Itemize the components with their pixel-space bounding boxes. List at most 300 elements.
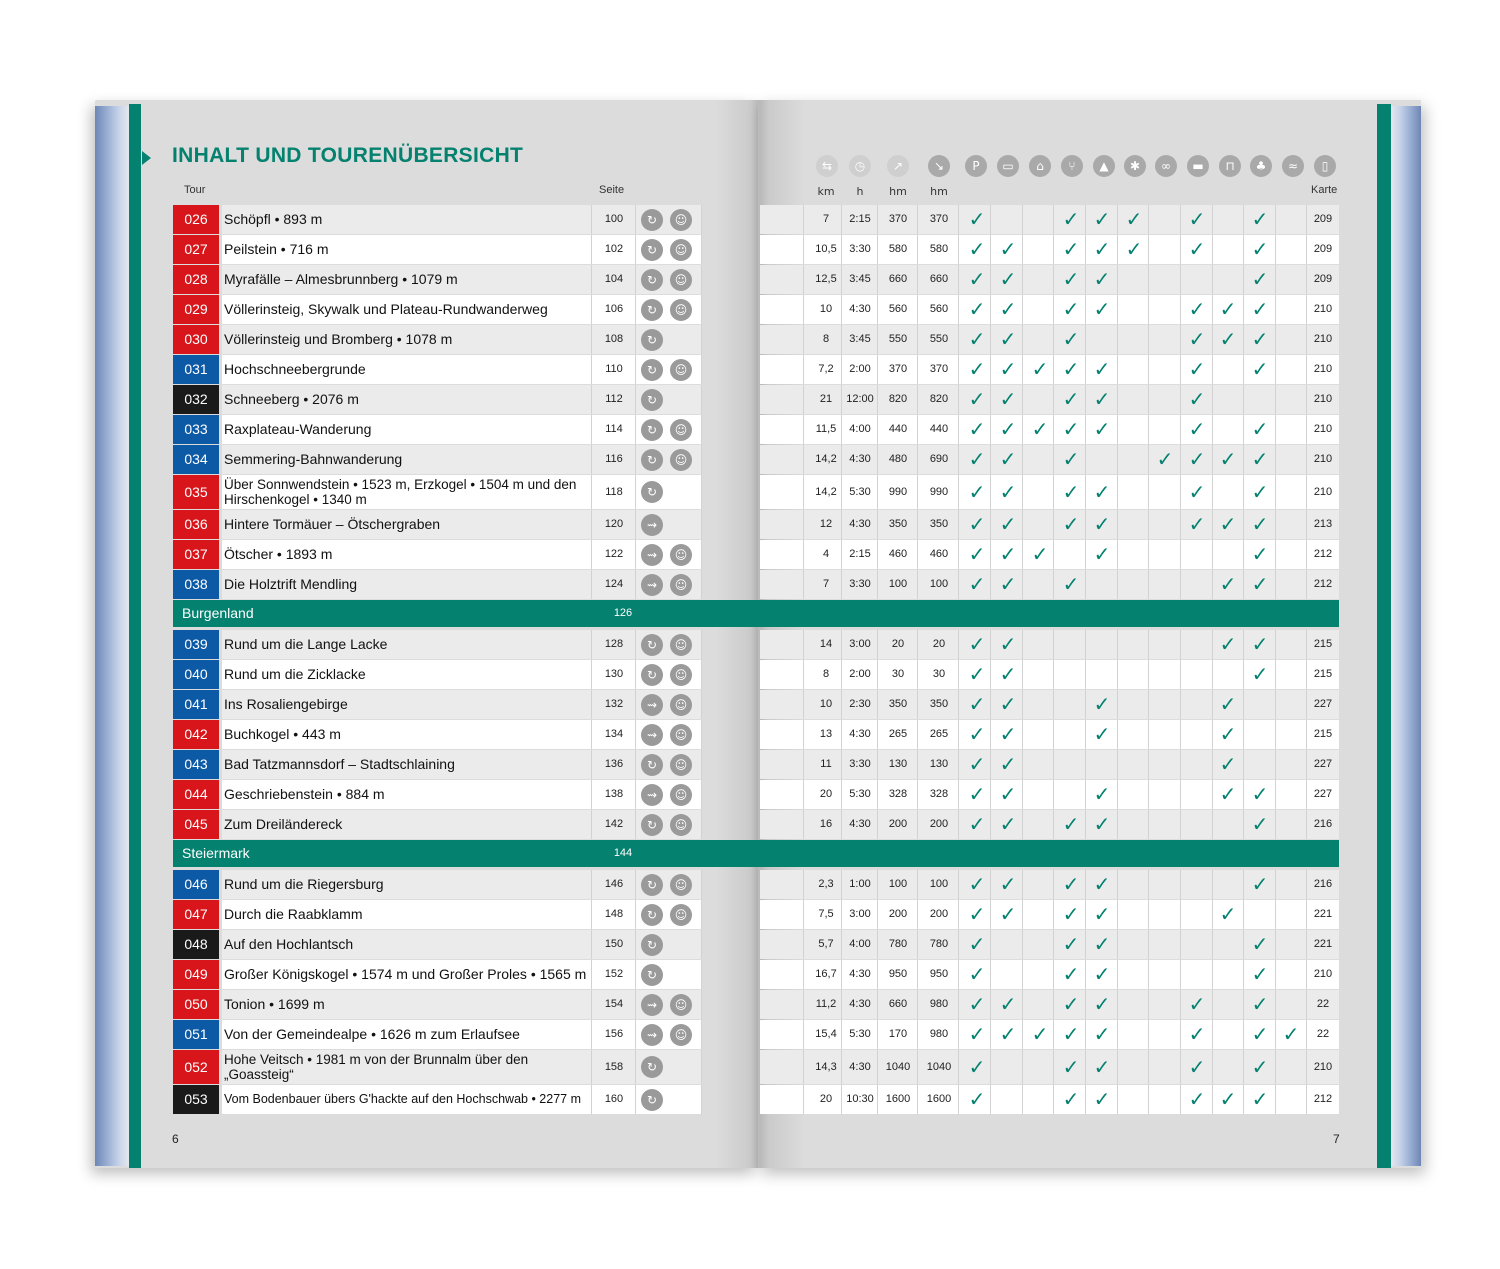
check-icon: ✓ — [1219, 327, 1237, 351]
check-icon: ✓ — [1188, 357, 1206, 381]
family-friendly-icon: ☺ — [670, 449, 692, 471]
ascent-hm: 170 — [888, 1028, 908, 1040]
distance-km: 4 — [822, 548, 830, 560]
grid-line — [701, 870, 702, 899]
grid-line — [1243, 295, 1244, 324]
check-icon: ✓ — [1251, 632, 1269, 656]
duration-h: 2:00 — [849, 668, 871, 680]
check-icon: ✓ — [999, 1022, 1017, 1046]
header-km: km — [817, 185, 835, 198]
grid-line — [1243, 990, 1244, 1019]
grid-line — [635, 445, 636, 474]
tour-number: 027 — [173, 235, 219, 264]
check-icon: ✓ — [999, 417, 1017, 441]
grid-line — [1212, 205, 1213, 234]
grid-line — [591, 1020, 592, 1049]
grid-line — [803, 660, 804, 689]
ascent-hm: 950 — [888, 968, 908, 980]
grid-line — [1117, 570, 1118, 599]
grid-line — [1022, 930, 1023, 959]
check-icon: ✓ — [1093, 932, 1111, 956]
section-header — [173, 840, 1339, 867]
check-icon: ✓ — [968, 572, 986, 596]
family-friendly-icon: ☺ — [670, 784, 692, 806]
map-page: 210 — [1313, 453, 1333, 465]
descent-hm: 30 — [932, 668, 946, 680]
tour-name: Buchkogel • 443 m — [224, 726, 341, 742]
tour-number: 051 — [173, 1020, 219, 1049]
check-icon: ✓ — [999, 662, 1017, 686]
grid-line — [1180, 690, 1181, 719]
distance-km: 14,3 — [815, 1061, 837, 1073]
grid-line — [1180, 415, 1181, 444]
grid-line — [1117, 265, 1118, 294]
tour-number: 053 — [173, 1085, 219, 1114]
round-trip-icon: ↻ — [641, 1056, 663, 1078]
tour-name: Über Sonnwendstein • 1523 m, Erzkogel • 1504 m und den Hirschenkogel • 1340 m — [224, 477, 577, 507]
check-icon: ✓ — [1251, 992, 1269, 1016]
check-icon: ✓ — [999, 297, 1017, 321]
left-green-band — [129, 104, 141, 1168]
grid-line — [1022, 1050, 1023, 1084]
tour-name: Vom Bodenbauer übers G'hackte auf den Hochschwab • 2277 m — [224, 1092, 581, 1106]
check-icon: ✓ — [1062, 327, 1080, 351]
family-friendly-icon: ☺ — [670, 544, 692, 566]
check-icon: ✓ — [1062, 207, 1080, 231]
grid-line — [1053, 930, 1054, 959]
distance-km: 11,5 — [815, 423, 837, 435]
map-page: 212 — [1313, 1093, 1333, 1105]
grid-line — [803, 265, 804, 294]
check-icon: ✓ — [1062, 417, 1080, 441]
check-icon: ✓ — [1219, 692, 1237, 716]
descent-hm: 328 — [929, 788, 949, 800]
check-icon: ✓ — [1062, 872, 1080, 896]
grid-line — [1180, 750, 1181, 779]
tour-number: 032 — [173, 385, 219, 414]
grid-line — [635, 385, 636, 414]
grid-line — [1053, 780, 1054, 809]
page-title: INHALT UND TOURENÜBERSICHT — [172, 144, 524, 167]
map-page: 210 — [1313, 968, 1333, 980]
grid-line — [701, 355, 702, 384]
linear-route-icon: ⇝ — [641, 694, 663, 716]
map-page: 215 — [1313, 668, 1333, 680]
ascent-hm: 350 — [888, 698, 908, 710]
ascent-hm: 100 — [888, 578, 908, 590]
check-icon: ✓ — [999, 632, 1017, 656]
check-icon: ✓ — [968, 932, 986, 956]
grid-line — [1148, 415, 1149, 444]
check-icon: ✓ — [968, 417, 986, 441]
grid-line — [591, 810, 592, 839]
check-icon: ✓ — [1093, 297, 1111, 321]
grid-line — [591, 445, 592, 474]
check-icon: ✓ — [1062, 237, 1080, 261]
grid-line — [701, 445, 702, 474]
descent-hm: 100 — [929, 878, 949, 890]
family-friendly-icon: ☺ — [670, 694, 692, 716]
duration-h: 3:00 — [849, 638, 871, 650]
grid-line — [1117, 355, 1118, 384]
descent-hm: 560 — [929, 303, 949, 315]
grid-line — [1117, 660, 1118, 689]
grid-line — [1117, 385, 1118, 414]
grid-line — [1053, 870, 1054, 899]
grid-line — [701, 475, 702, 509]
grid-line — [1243, 690, 1244, 719]
grid-line — [803, 205, 804, 234]
grid-line — [591, 385, 592, 414]
grid-line — [803, 810, 804, 839]
grid-line — [1117, 810, 1118, 839]
grid-line — [635, 990, 636, 1019]
duration-h: 12:00 — [846, 393, 874, 405]
tour-name: Schöpfl • 893 m — [224, 211, 323, 227]
distance-km: 10,5 — [815, 243, 837, 255]
grid-line — [803, 870, 804, 899]
check-icon: ✓ — [999, 902, 1017, 926]
round-trip-icon: ↻ — [641, 239, 663, 261]
grid-line — [591, 780, 592, 809]
grid-line — [635, 265, 636, 294]
map-page: 215 — [1313, 728, 1333, 740]
map-page: 212 — [1313, 548, 1333, 560]
grid-line — [635, 810, 636, 839]
grid-line — [1117, 930, 1118, 959]
grid-line — [1275, 385, 1276, 414]
grid-line — [1275, 660, 1276, 689]
grid-line — [701, 540, 702, 569]
check-icon: ✓ — [999, 572, 1017, 596]
tour-number: 047 — [173, 900, 219, 929]
check-icon: ✓ — [1062, 572, 1080, 596]
ascent-hm: 328 — [888, 788, 908, 800]
map-page: 213 — [1313, 518, 1333, 530]
check-icon: ✓ — [999, 692, 1017, 716]
ascent-hm: 660 — [888, 273, 908, 285]
ascent-hm: 265 — [888, 728, 908, 740]
grid-line — [1148, 510, 1149, 539]
grid-line — [803, 1050, 804, 1084]
grid-line — [701, 990, 702, 1019]
grid-line — [1148, 930, 1149, 959]
distance-km: 8 — [822, 333, 830, 345]
grid-line — [1117, 870, 1118, 899]
distance-km: 10 — [819, 303, 833, 315]
grid-line — [701, 1085, 702, 1114]
check-icon: ✓ — [1251, 447, 1269, 471]
map-page: 22 — [1316, 1028, 1330, 1040]
grid-line — [1117, 205, 1118, 234]
ascent-hm: 370 — [888, 213, 908, 225]
round-trip-icon: ↻ — [641, 419, 663, 441]
check-icon: ✓ — [968, 357, 986, 381]
grid-line — [591, 930, 592, 959]
tour-page: 106 — [604, 303, 624, 315]
grid-line — [1275, 720, 1276, 749]
tour-name: Zum Dreiländereck — [224, 816, 343, 832]
tour-name: Raxplateau-Wanderung — [224, 421, 372, 437]
check-icon: ✓ — [999, 782, 1017, 806]
duration-h: 4:30 — [849, 998, 871, 1010]
grid-line — [1275, 930, 1276, 959]
grid-line — [1148, 720, 1149, 749]
round-trip-icon: ↻ — [641, 209, 663, 231]
grid-line — [1053, 810, 1054, 839]
grid-line — [1180, 295, 1181, 324]
tour-number: 031 — [173, 355, 219, 384]
descent-hm: 440 — [929, 423, 949, 435]
check-icon: ✓ — [1219, 572, 1237, 596]
grid-line — [1275, 990, 1276, 1019]
check-icon: ✓ — [1093, 1055, 1111, 1079]
grid-line — [1212, 265, 1213, 294]
ascent-hm: 370 — [888, 363, 908, 375]
grid-line — [1148, 960, 1149, 989]
grid-line — [1085, 690, 1086, 719]
duration-h: 3:30 — [849, 758, 871, 770]
grid-line — [591, 205, 592, 234]
duration-h: 4:30 — [849, 453, 871, 465]
tour-name: Bad Tatzmannsdorf – Stadtschlaining — [224, 756, 455, 772]
check-icon: ✓ — [999, 447, 1017, 471]
distance-km: 16,7 — [815, 968, 837, 980]
grid-line — [1275, 630, 1276, 659]
grid-line — [1180, 720, 1181, 749]
check-icon: ✓ — [1093, 417, 1111, 441]
section-header — [173, 600, 1339, 627]
grid-line — [701, 1050, 702, 1084]
check-icon: ✓ — [1219, 722, 1237, 746]
grid-line — [1053, 960, 1054, 989]
check-icon: ✓ — [968, 662, 986, 686]
grid-line — [1117, 1050, 1118, 1084]
round-trip-icon: ↻ — [641, 634, 663, 656]
check-icon: ✓ — [1251, 812, 1269, 836]
check-icon: ✓ — [1062, 962, 1080, 986]
check-icon: ✓ — [999, 237, 1017, 261]
grid-line — [1243, 1050, 1244, 1084]
family-friendly-icon: ☺ — [670, 239, 692, 261]
tour-name: Ins Rosaliengebirge — [224, 696, 348, 712]
grid-line — [591, 630, 592, 659]
check-icon: ✓ — [1251, 1022, 1269, 1046]
grid-line — [1180, 570, 1181, 599]
round-trip-icon: ↻ — [641, 1089, 663, 1111]
check-icon: ✓ — [1062, 1055, 1080, 1079]
signpost-icon: ⇆ — [816, 155, 838, 177]
grid-line — [1212, 930, 1213, 959]
grid-line — [1117, 475, 1118, 509]
grid-line — [701, 900, 702, 929]
descent-hm: 990 — [929, 486, 949, 498]
grid-line — [803, 1085, 804, 1114]
grid-line — [635, 1020, 636, 1049]
tour-number: 049 — [173, 960, 219, 989]
grid-line — [591, 265, 592, 294]
grid-line — [1275, 780, 1276, 809]
round-trip-icon: ↻ — [641, 329, 663, 351]
grid-line — [1053, 235, 1054, 264]
check-icon: ✓ — [968, 752, 986, 776]
grid-line — [1275, 570, 1276, 599]
grid-line — [1117, 750, 1118, 779]
distance-km: 7 — [822, 213, 830, 225]
tour-name: Schneeberg • 2076 m — [224, 391, 359, 407]
parking-icon: P — [965, 155, 987, 177]
check-icon: ✓ — [1251, 267, 1269, 291]
distance-km: 21 — [819, 393, 833, 405]
grid-line — [1053, 990, 1054, 1019]
grid-line — [635, 355, 636, 384]
grid-line — [591, 1085, 592, 1114]
family-friendly-icon: ☺ — [670, 904, 692, 926]
grid-line — [1117, 235, 1118, 264]
ascent-hm: 480 — [888, 453, 908, 465]
check-icon: ✓ — [1219, 782, 1237, 806]
tour-number: 038 — [173, 570, 219, 599]
tour-page: 142 — [604, 818, 624, 830]
check-icon: ✓ — [1251, 1055, 1269, 1079]
duration-h: 4:30 — [849, 968, 871, 980]
map-page: 227 — [1313, 788, 1333, 800]
grid-line — [1117, 1020, 1118, 1049]
grid-line — [1148, 265, 1149, 294]
descent-hm: 980 — [929, 1028, 949, 1040]
tour-name: Auf den Hochlantsch — [224, 936, 354, 952]
grid-line — [1243, 870, 1244, 899]
tour-page: 152 — [604, 968, 624, 980]
check-icon: ✓ — [999, 387, 1017, 411]
map-page: 216 — [1313, 818, 1333, 830]
check-icon: ✓ — [1219, 512, 1237, 536]
check-icon: ✓ — [1093, 722, 1111, 746]
check-icon: ✓ — [1251, 542, 1269, 566]
grid-line — [1053, 660, 1054, 689]
check-icon: ✓ — [1219, 632, 1237, 656]
tour-page: 148 — [604, 908, 624, 920]
grid-line — [1243, 750, 1244, 779]
family-friendly-icon: ☺ — [670, 814, 692, 836]
check-icon: ✓ — [1093, 902, 1111, 926]
grid-line — [635, 750, 636, 779]
grid-line — [1053, 385, 1054, 414]
grid-line — [1275, 690, 1276, 719]
grid-line — [1275, 355, 1276, 384]
left-page-edges — [95, 106, 129, 1166]
grid-line — [1180, 540, 1181, 569]
right-page-edges — [1391, 106, 1421, 1166]
check-icon: ✓ — [999, 752, 1017, 776]
descent-hm: 950 — [929, 968, 949, 980]
grid-line — [803, 780, 804, 809]
map-page: 22 — [1316, 998, 1330, 1010]
grid-line — [701, 205, 702, 234]
tour-name: Hochschneebergrunde — [224, 361, 366, 377]
grid-line — [1053, 570, 1054, 599]
tour-page: 130 — [604, 668, 624, 680]
grid-line — [1117, 295, 1118, 324]
round-trip-icon: ↻ — [641, 481, 663, 503]
map-page: 210 — [1313, 486, 1333, 498]
grid-line — [1243, 475, 1244, 509]
grid-line — [1243, 660, 1244, 689]
descent-hm: 550 — [929, 333, 949, 345]
check-icon: ✓ — [1188, 417, 1206, 441]
map-page: 209 — [1313, 273, 1333, 285]
check-icon: ✓ — [1093, 512, 1111, 536]
family-friendly-icon: ☺ — [670, 724, 692, 746]
check-icon: ✓ — [968, 722, 986, 746]
ascent-hm: 20 — [891, 638, 905, 650]
tour-name: Rund um die Lange Lacke — [224, 636, 388, 652]
grid-line — [1148, 355, 1149, 384]
bike-icon: ∞ — [1155, 155, 1177, 177]
ascent-hm: 200 — [888, 908, 908, 920]
ascent-hm: 200 — [888, 818, 908, 830]
ascent-hm: 350 — [888, 518, 908, 530]
grid-line — [1243, 720, 1244, 749]
check-icon: ✓ — [1251, 572, 1269, 596]
tour-page: 146 — [604, 878, 624, 890]
check-icon: ✓ — [968, 632, 986, 656]
page-number-right: 7 — [1333, 1132, 1340, 1146]
grid-line — [1243, 325, 1244, 354]
grid-line — [1053, 510, 1054, 539]
grid-line — [591, 295, 592, 324]
tour-name: Völlerinsteig und Bromberg • 1078 m — [224, 331, 453, 347]
grid-line — [1180, 990, 1181, 1019]
round-trip-icon: ↻ — [641, 964, 663, 986]
header-hm-down: hm — [930, 185, 948, 198]
bus-icon: ▭ — [997, 155, 1019, 177]
tour-page: 138 — [604, 788, 624, 800]
grid-line — [635, 660, 636, 689]
tour-name: Hintere Tormäuer – Ötschergraben — [224, 516, 441, 532]
check-icon: ✓ — [968, 480, 986, 504]
grid-line — [1212, 355, 1213, 384]
grid-line — [1243, 510, 1244, 539]
grid-line — [1212, 385, 1213, 414]
grid-line — [1053, 205, 1054, 234]
section-label: Steiermark — [182, 845, 250, 861]
grid-line — [635, 325, 636, 354]
grid-line — [1243, 1085, 1244, 1114]
header-hm-up: hm — [889, 185, 907, 198]
check-icon: ✓ — [999, 992, 1017, 1016]
check-icon: ✓ — [1093, 267, 1111, 291]
check-icon: ✓ — [1282, 1022, 1300, 1046]
grid-line — [635, 510, 636, 539]
grid-line — [803, 750, 804, 779]
check-icon: ✓ — [1219, 447, 1237, 471]
grid-line — [1180, 1085, 1181, 1114]
tour-page: 156 — [604, 1028, 624, 1040]
tour-page: 118 — [605, 486, 623, 498]
descent-hm: 660 — [929, 273, 949, 285]
grid-line — [1243, 415, 1244, 444]
descent-hm: 350 — [929, 518, 949, 530]
hut-icon: ▲ — [1093, 155, 1115, 177]
grid-line — [1212, 475, 1213, 509]
duration-h: 3:45 — [849, 333, 871, 345]
family-friendly-icon: ☺ — [670, 209, 692, 231]
family-friendly-icon: ☺ — [670, 994, 692, 1016]
distance-km: 8 — [822, 668, 830, 680]
grid-line — [1275, 475, 1276, 509]
grid-line — [1117, 990, 1118, 1019]
